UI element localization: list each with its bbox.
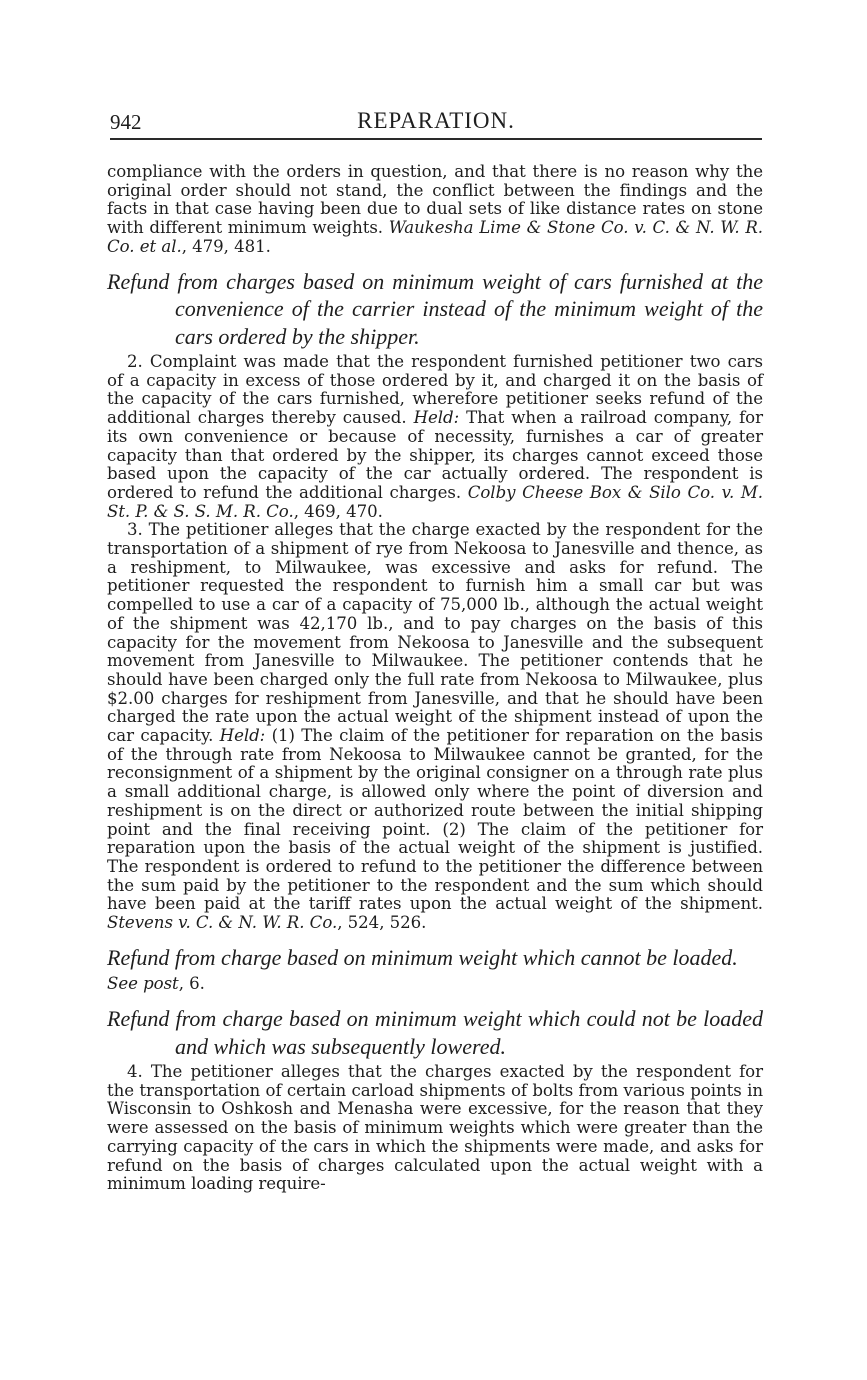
section-heading: Refund from charges based on minimum weight of cars furnished at the convenience of the carrier instead of the minimum weight of the cars ordered by the shipper. [107,268,763,349]
citation-pages: , 524, 526. [337,913,427,933]
citation-pages: , 479, 481. [181,236,271,256]
case-citation: Waukesha Lime & Stone Co. v. C. & N. W. R. Co. et al. [107,218,763,256]
paragraph-text: 2. Complaint was made that the respondent furnished petitioner two cars of a capacity in excess of those ordered by it, and charged it on the basis of the capacity of the cars furnished, wherefore petitioner seeks refund of the additional charges thereby caused. [107,352,763,428]
paragraph-text: (1) The claim of the petitioner for reparation on the basis of the through rate from Nekoosa to Milwaukee cannot be granted, for the reconsignment of a shipment by the original consigner on a through rate plus a small additional charge, is allowed only where the point of diversion and reshipment is on the direct or authorized route between the initial shipping point and the final receiving point. (2) The claim of the petitioner for reparation upon the basis of the actual weight of the shipment is justified. The respondent is ordered to refund to the petitioner the difference between the sum paid by the petitioner to the respondent and the sum which should have been paid at the tariff rates upon the actual weight of the shipment. [107,726,763,914]
paragraph-text: 4. The petitioner alleges that the charges exacted by the respondent for the transportation of certain carload shipments of bolts from various points in Wisconsin to Oshkosh and Menasha were excessive, for the reason that they were assessed on the basis of minimum weights which were greater than the carrying capacity of the cars in which the shipments were made, and asks for refund on the basis of charges calculated upon the actual weight with a minimum loading require- [107,1062,763,1194]
page-header [110,108,762,140]
paragraph-4 [107,1063,763,1194]
running-head: REPARATION. [357,108,515,133]
paragraph-text: 3. The petitioner alleges that the charge exacted by the respondent for the transportation of a shipment of rye from Nekoosa to Janesville and thence, as a reshipment, to Milwaukee, was excessive and asks for refund. The petitioner requested the respondent to furnish him a small car but was compelled to use a car of a capacity of 75,000 lb., although the actual weight of the shipment was 42,170 lb., and to pay charges on the basis of this capacity for the movement from Nekoosa to Janesville and the subsequent movement from Janesville to Milwaukee. The petitioner contends that he should have been charged only the full rate from Nekoosa to Milwaukee, plus $2.00 charges for reshipment from Janesville, and that he should have been charged the rate upon the actual weight of the shipment instead of upon the car capacity. [107,520,763,746]
see-reference [107,975,763,994]
see-label: See post [107,974,179,994]
case-citation: Colby Cheese Box & Silo Co. v. M. St. P. & S. S. M. R. Co. [107,482,763,521]
held-label: Held: [219,726,266,746]
page-number: 942 [110,110,142,134]
case-citation: Stevens v. C. & N. W. R. Co. [107,913,338,933]
page-body [107,163,763,1194]
held-label: Held: [413,408,460,428]
paragraph-3 [107,521,763,932]
paragraph-continued [107,163,763,257]
paragraph-text: That when a railroad company, for its own convenience or because of necessity, furnishes a car of greater capacity than that ordered by the shipper, its charges cannot exceed those based upon the capacity of the car actually ordered. The respondent is ordered to refund the additional charges. [107,408,763,502]
paragraph-text: compliance with the orders in question, and that there is no reason why the original order should not stand, the conflict between the findings and the facts in that case having been due to dual sets of like distance rates on stone with different minimum weights. [107,162,763,238]
section-heading: Refund from charge based on minimum weight which could not be loaded and which was subsequently lowered. [107,1006,763,1059]
see-ref: , 6. [178,974,205,994]
paragraph-2 [107,353,763,521]
section-heading: Refund from charge based on minimum weight which cannot be loaded. [107,944,738,970]
citation-pages: , 469, 470. [293,501,383,521]
